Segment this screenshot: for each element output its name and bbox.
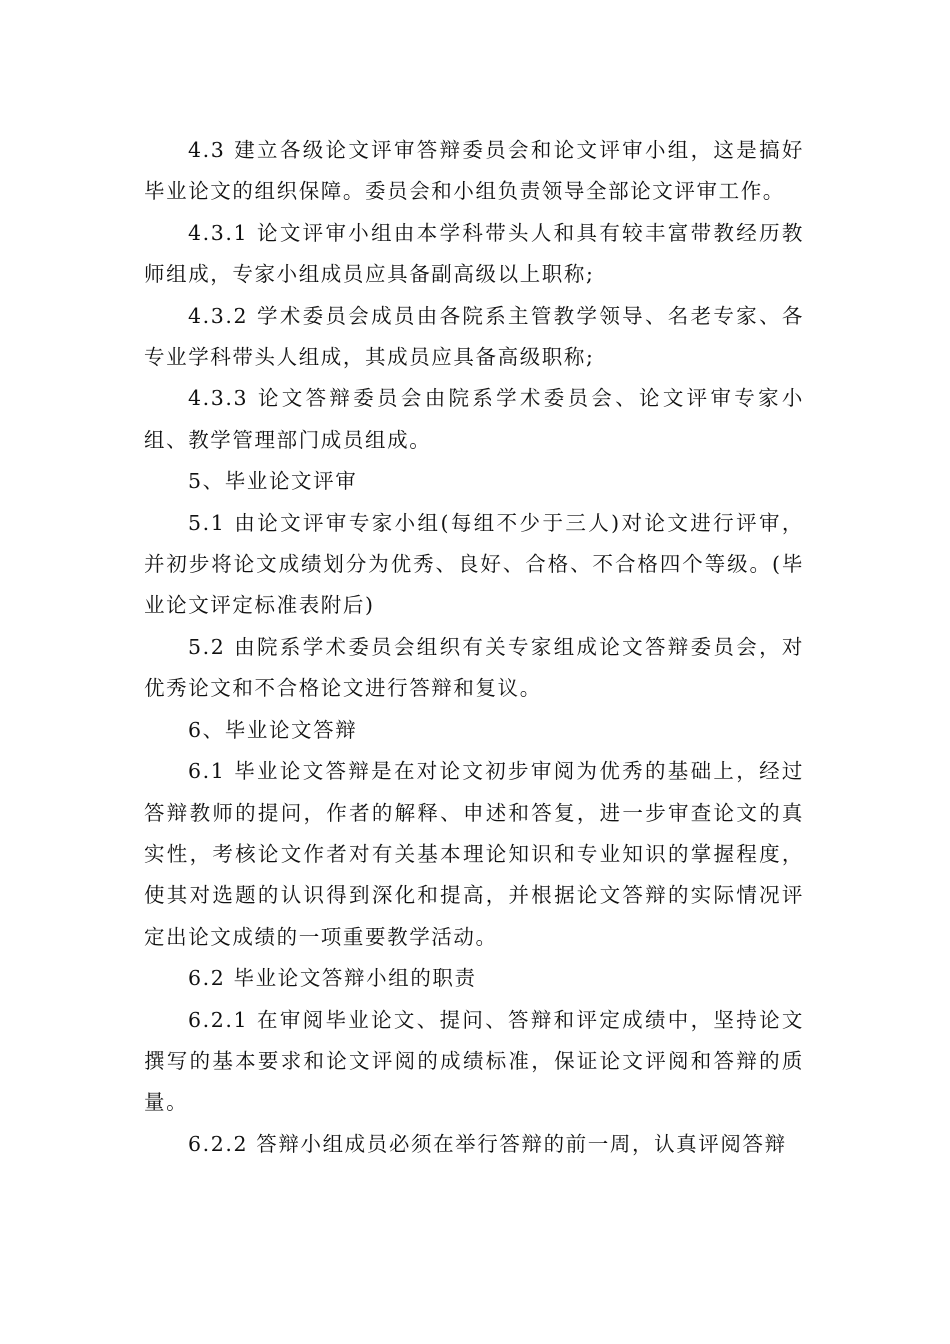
- paragraph-4-3-3: 4.3.3 论文答辩委员会由院系学术委员会、论文评审专家小组、教学管理部门成员组成。: [144, 386, 804, 452]
- paragraph-6-2-1: 6.2.1 在审阅毕业论文、提问、答辩和评定成绩中，坚持论文撰写的基本要求和论文评阅的成绩标准，保证论文评阅和答辩的质量。: [144, 1007, 804, 1115]
- paragraph-5-2: 5.2 由院系学术委员会组织有关专家组成论文答辩委员会，对优秀论文和不合格论文进行答辩和复议。: [144, 634, 804, 701]
- paragraph-4-3: 4.3 建立各级论文评审答辩委员会和论文评审小组，这是搞好毕业论文的组织保障。委员会和小组负责领导全部论文评审工作。: [144, 138, 804, 204]
- paragraph-4-3-1: 4.3.1 论文评审小组由本学科带头人和具有较丰富带教经历教师组成，专家小组成员应具备副高级以上职称;: [144, 220, 804, 287]
- section-heading-6: 6、毕业论文答辩: [188, 717, 358, 742]
- document-body: [144, 130, 804, 1165]
- section-heading-5: 5、毕业论文评审: [188, 469, 358, 494]
- paragraph-6-2-2: 6.2.2 答辩小组成员必须在举行答辩的前一周，认真评阅答辩: [188, 1131, 787, 1156]
- paragraph-5-1: 5.1 由论文评审专家小组(每组不少于三人)对论文进行评审，并初步将论文成绩划分为优秀、良好、合格、不合格四个等级。(毕业论文评定标准表附后): [144, 510, 804, 618]
- paragraph-6-1: 6.1 毕业论文答辩是在对论文初步审阅为优秀的基础上，经过答辩教师的提问，作者的解释、申述和答复，进一步审查论文的真实性，考核论文作者对有关基本理论知识和专业知识的掌握程度，使其对选题的认识得到深化和提高，并根据论文答辩的实际情况评定出论文成绩的一项重要教学活动。: [144, 759, 804, 949]
- paragraph-6-2: 6.2 毕业论文答辩小组的职责: [188, 966, 477, 991]
- paragraph-4-3-2: 4.3.2 学术委员会成员由各院系主管教学领导、名老专家、各专业学科带头人组成，其成员应具备高级职称;: [144, 303, 804, 370]
